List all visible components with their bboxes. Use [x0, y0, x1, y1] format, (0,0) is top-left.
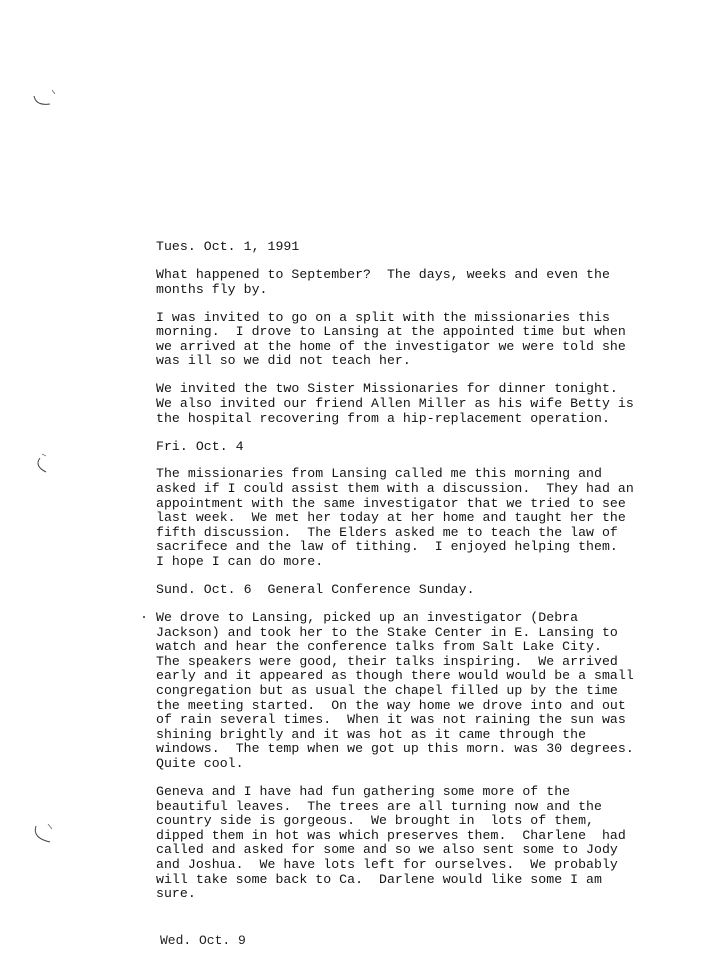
text-line: dipped them in hot was which preserves them. Charlene had — [156, 827, 626, 843]
cutoff-line: Wed. Oct. 9 — [160, 933, 246, 948]
text-line: early and it appeared as though there would would be a small — [156, 668, 634, 684]
paragraph-gap — [156, 369, 676, 382]
text-line: was ill so we did not teach her. — [156, 353, 411, 369]
text-line: called and asked for some and so we also sent some to Jody — [156, 842, 618, 858]
text-line: What happened to September? The days, weeks and even the — [156, 266, 610, 282]
text-line: appointment with the same investigator that we tried to see — [156, 495, 626, 511]
text-line: we arrived at the home of the investigator we were told she — [156, 338, 626, 354]
paragraph-gap — [156, 426, 676, 439]
text-line: will take some back to Ca. Darlene would like some I am — [156, 871, 602, 887]
entry-heading: Fri. Oct. 4 — [156, 438, 244, 454]
paragraph-gap — [156, 570, 676, 583]
text-line: and Joshua. We have lots left for ourselves. We probably — [156, 856, 618, 872]
stray-dot-icon — [140, 612, 150, 622]
text-line: I hope I can do more. — [156, 554, 324, 570]
paragraph-gap — [156, 454, 676, 467]
text-line: Quite cool. — [156, 755, 244, 771]
text-line: The speakers were good, their talks inspiring. We arrived — [156, 653, 618, 669]
text-line: shining brightly and it was hot as it came through the — [156, 726, 587, 742]
text-line: We invited the two Sister Missionaries for dinner tonight. — [156, 381, 618, 397]
text-line: last week. We met her today at her home and taught her the — [156, 510, 626, 526]
paragraph-gap — [156, 255, 676, 268]
text-line: the meeting started. On the way home we drove into and out — [156, 697, 626, 713]
text-line: beautiful leaves. The trees are all turning now and the — [156, 798, 602, 814]
text-line: Jackson) and took her to the Stake Center in E. Lansing to — [156, 624, 618, 640]
paragraph-gap — [156, 772, 676, 785]
margin-mark-icon — [30, 88, 56, 114]
text-line: Geneva and I have had fun gathering some more of the — [156, 783, 571, 799]
paragraph-gap — [156, 598, 676, 611]
margin-mark-icon — [32, 452, 58, 478]
text-line: watch and hear the conference talks from Salt Lake City. — [156, 639, 602, 655]
entry-heading: Tues. Oct. 1, 1991 — [156, 239, 300, 254]
text-line: sure. — [156, 886, 196, 902]
text-line: fifth discussion. The Elders asked me to teach the law of — [156, 524, 618, 540]
text-line: asked if I could assist them with a discussion. They had an — [156, 481, 634, 497]
margin-mark-icon — [30, 820, 56, 846]
text-line: of rain several times. When it was not raining the sun was — [156, 712, 626, 728]
text-line: I was invited to go on a split with the missionaries this — [156, 309, 610, 325]
text-line: sacrifece and the law of tithing. I enjoyed helping them. — [156, 539, 618, 555]
text-line: the hospital recovering from a hip-replacement operation. — [156, 410, 610, 426]
text-line: morning. I drove to Lansing at the appointed time but when — [156, 324, 626, 340]
journal-text — [156, 240, 676, 902]
text-line: months fly by. — [156, 281, 268, 297]
text-line: We also invited our friend Allen Miller as his wife Betty is — [156, 395, 634, 411]
text-line: congregation but as usual the chapel filled up by the time — [156, 682, 618, 698]
text-line: country side is gorgeous. We brought in lots of them, — [156, 813, 595, 829]
text-line: The missionaries from Lansing called me this morning and — [156, 466, 602, 482]
text-line: We drove to Lansing, picked up an investigator (Debra — [156, 610, 579, 626]
paragraph-gap — [156, 297, 676, 310]
entry-heading: Sund. Oct. 6 General Conference Sunday. — [156, 582, 475, 598]
text-line: windows. The temp when we got up this morn. was 30 degrees. — [156, 741, 634, 757]
